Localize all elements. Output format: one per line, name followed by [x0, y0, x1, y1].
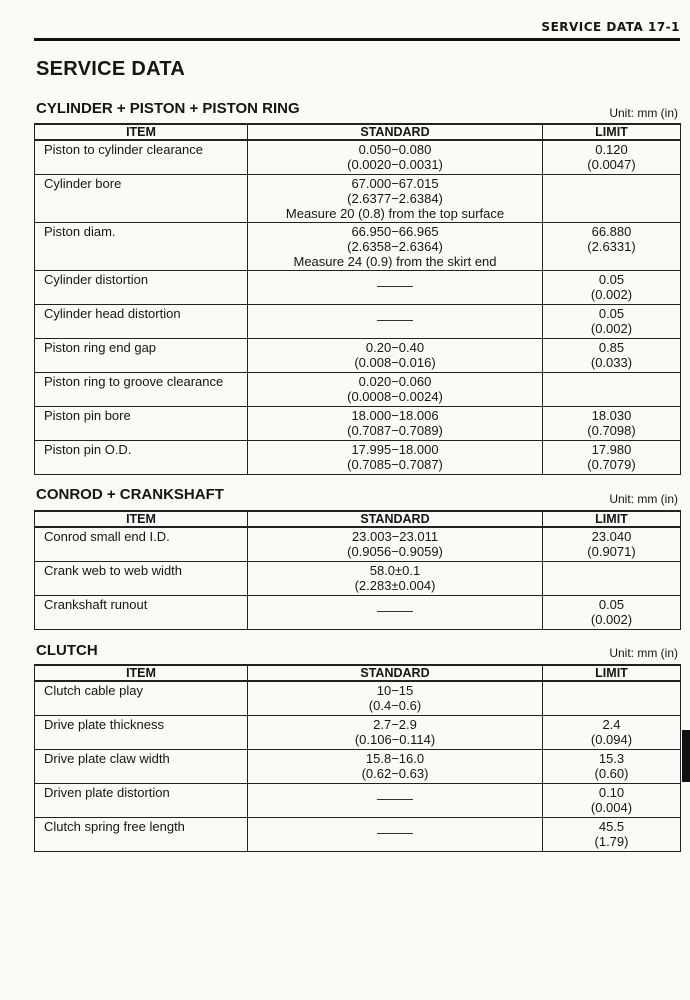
item-cell: Conrod small end I.D.: [35, 527, 248, 561]
table-row: [35, 406, 681, 440]
table-row: [35, 440, 681, 474]
standard-cell: [248, 174, 543, 222]
limit-value-in: (0.7079): [587, 456, 636, 472]
item-cell: Cylinder bore: [35, 174, 248, 222]
standard-value-mm: 0.050−0.080: [358, 142, 432, 157]
standard-cell: [248, 372, 543, 406]
table-header-row: [35, 124, 681, 140]
table-row: [35, 372, 681, 406]
table-row: [35, 270, 681, 304]
item-cell: Piston diam.: [35, 222, 248, 270]
table-row: [35, 681, 681, 715]
limit-value-in: (0.60): [594, 765, 629, 781]
standard-value-mm: 67.000−67.015: [351, 175, 439, 191]
no-value-dash: [377, 320, 413, 321]
section-edge-tab: [682, 730, 690, 782]
limit-value-in: (0.094): [590, 731, 633, 747]
column-header-standard: STANDARD: [248, 511, 543, 527]
standard-value-in: (2.6377−2.6384): [347, 190, 443, 206]
limit-value-in: (0.0047): [587, 157, 636, 172]
item-cell: Clutch spring free length: [35, 817, 248, 851]
standard-cell: [248, 681, 543, 715]
standard-value-in: (0.0020−0.0031): [347, 157, 443, 172]
item-cell: Piston to cylinder clearance: [35, 140, 248, 174]
table-row: [35, 783, 681, 817]
column-header-limit: LIMIT: [543, 124, 681, 140]
table-row: [35, 749, 681, 783]
standard-cell: [248, 817, 543, 851]
limit-value-mm: 23.040: [591, 529, 632, 544]
item-cell: Piston ring to groove clearance: [35, 372, 248, 406]
no-value-dash: [377, 833, 413, 834]
table-row: [35, 140, 681, 174]
limit-value-mm: 17.980: [591, 441, 632, 457]
limit-value-mm: 15.3: [598, 750, 625, 766]
column-header-limit: LIMIT: [543, 665, 681, 681]
table-row: [35, 817, 681, 851]
standard-cell: [248, 749, 543, 783]
limit-value-mm: 66.880: [591, 223, 632, 239]
limit-cell: [543, 338, 681, 372]
table-header-row: [35, 665, 681, 681]
item-cell: Drive plate claw width: [35, 749, 248, 783]
limit-cell: [543, 406, 681, 440]
standard-value-mm: 17.995−18.000: [351, 441, 439, 457]
standard-value-mm: 23.003−23.011: [351, 529, 439, 544]
standard-value-mm: 0.020−0.060: [358, 373, 432, 389]
limit-cell: [543, 595, 681, 629]
column-header-limit: LIMIT: [543, 511, 681, 527]
limit-value-mm: 45.5: [598, 818, 625, 834]
column-header-item: ITEM: [35, 124, 248, 140]
limit-value-in: (0.002): [590, 286, 633, 302]
no-value-dash: [377, 799, 413, 800]
limit-cell: [543, 440, 681, 474]
standard-value-in: (0.106−0.114): [354, 731, 436, 747]
item-cell: Cylinder distortion: [35, 270, 248, 304]
limit-value-in: (0.002): [590, 611, 633, 627]
standard-value-in: (0.7085−0.7087): [347, 456, 443, 472]
limit-cell: [543, 749, 681, 783]
limit-cell: [543, 270, 681, 304]
column-header-item: ITEM: [35, 665, 248, 681]
item-cell: Clutch cable play: [35, 681, 248, 715]
table-row: [35, 174, 681, 222]
item-cell: Driven plate distortion: [35, 783, 248, 817]
column-header-standard: STANDARD: [248, 124, 543, 140]
table-row: [35, 595, 681, 629]
limit-value-mm: 0.85: [598, 339, 625, 355]
item-cell: Drive plate thickness: [35, 715, 248, 749]
conrod-spec-table: [34, 510, 681, 630]
limit-cell: [543, 681, 681, 715]
standard-cell: [248, 140, 543, 174]
item-cell: Crank web to web width: [35, 561, 248, 595]
limit-cell: [543, 527, 681, 561]
standard-value-in: (0.4−0.6): [368, 698, 422, 713]
standard-cell: [248, 222, 543, 270]
table-row: [35, 304, 681, 338]
column-header-item: ITEM: [35, 511, 248, 527]
standard-value-mm: 15.8−16.0: [365, 750, 425, 766]
page-title: SERVICE DATA: [36, 58, 186, 80]
standard-cell: [248, 561, 543, 595]
standard-value-in: (0.9056−0.9059): [347, 544, 443, 559]
limit-cell: [543, 372, 681, 406]
standard-value-mm: 0.20−0.40: [365, 339, 425, 355]
table-header-row: [35, 511, 681, 527]
standard-value-mm: 18.000−18.006: [351, 407, 439, 423]
standard-cell: [248, 715, 543, 749]
standard-value-in: (0.008−0.016): [354, 354, 436, 370]
standard-cell: [248, 783, 543, 817]
limit-value-mm: 0.05: [598, 596, 625, 612]
column-header-standard: STANDARD: [248, 665, 543, 681]
standard-value-in: (0.62−0.63): [361, 765, 429, 781]
standard-value-in: (2.283±0.004): [354, 577, 436, 593]
limit-value-in: (0.002): [590, 320, 633, 336]
limit-value-mm: 2.4: [602, 716, 621, 732]
standard-cell: [248, 440, 543, 474]
standard-value-in: (2.6358−2.6364): [347, 238, 443, 254]
limit-cell: [543, 817, 681, 851]
standard-value-in: (0.0008−0.0024): [347, 388, 443, 404]
standard-cell: [248, 270, 543, 304]
limit-cell: [543, 140, 681, 174]
running-head: SERVICE DATA 17-1: [541, 20, 680, 34]
table-row: [35, 715, 681, 749]
limit-value-in: (1.79): [594, 833, 629, 849]
no-value-dash: [377, 611, 413, 612]
unit-label-clutch: Unit: mm (in): [609, 646, 678, 660]
limit-cell: [543, 304, 681, 338]
no-value-dash: [377, 286, 413, 287]
limit-value-in: (0.9071): [587, 544, 636, 559]
limit-value-mm: 0.05: [598, 305, 625, 321]
standard-value-in: (0.7087−0.7089): [347, 422, 443, 438]
clutch-spec-table: [34, 664, 681, 852]
standard-note: Measure 24 (0.9) from the skirt end: [293, 253, 497, 269]
item-cell: Piston pin O.D.: [35, 440, 248, 474]
unit-label-cylinder: Unit: mm (in): [609, 106, 678, 120]
standard-value-mm: 10−15: [376, 683, 414, 698]
standard-cell: [248, 406, 543, 440]
item-cell: Piston pin bore: [35, 406, 248, 440]
item-cell: Cylinder head distortion: [35, 304, 248, 338]
section-title-clutch: CLUTCH: [36, 642, 98, 659]
limit-cell: [543, 222, 681, 270]
standard-value-mm: 58.0±0.1: [369, 562, 421, 578]
section-title-cylinder: CYLINDER + PISTON + PISTON RING: [36, 100, 300, 117]
item-cell: Crankshaft runout: [35, 595, 248, 629]
standard-note: Measure 20 (0.8) from the top surface: [285, 205, 505, 221]
limit-cell: [543, 174, 681, 222]
table-row: [35, 338, 681, 372]
limit-value-mm: 0.10: [598, 784, 625, 800]
table-row: [35, 561, 681, 595]
cylinder-spec-table: [34, 123, 681, 475]
standard-value-mm: 2.7−2.9: [373, 716, 417, 732]
table-row: [35, 527, 681, 561]
table-row: [35, 222, 681, 270]
item-cell: Piston ring end gap: [35, 338, 248, 372]
limit-value-in: (0.033): [590, 354, 633, 370]
standard-cell: [248, 595, 543, 629]
limit-cell: [543, 561, 681, 595]
unit-label-conrod: Unit: mm (in): [609, 492, 678, 506]
standard-cell: [248, 338, 543, 372]
limit-value-in: (0.7098): [587, 422, 636, 438]
limit-cell: [543, 783, 681, 817]
limit-value-in: (2.6331): [587, 238, 636, 254]
standard-value-mm: 66.950−66.965: [351, 223, 439, 239]
limit-value-in: (0.004): [590, 799, 633, 815]
standard-cell: [248, 304, 543, 338]
limit-value-mm: 18.030: [591, 407, 632, 423]
header-rule: [34, 38, 680, 41]
limit-cell: [543, 715, 681, 749]
limit-value-mm: 0.120: [595, 142, 628, 157]
limit-value-mm: 0.05: [598, 271, 625, 287]
section-title-conrod: CONROD + CRANKSHAFT: [36, 486, 224, 503]
standard-cell: [248, 527, 543, 561]
